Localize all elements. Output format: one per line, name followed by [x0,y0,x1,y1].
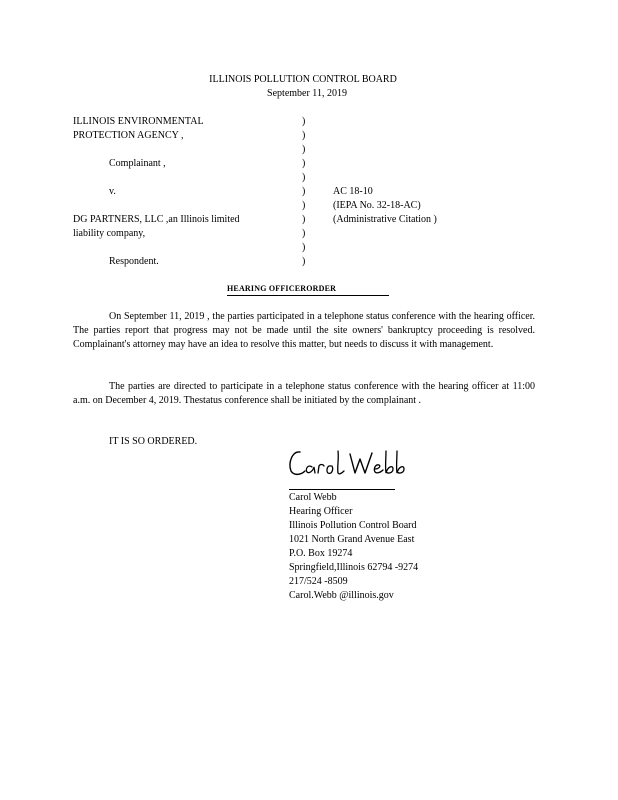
signer-title: Hearing Officer [289,506,353,517]
respondent-role: Respondent. [109,256,159,267]
signer-organization: Illinois Pollution Control Board [289,520,417,531]
caption-paren: ) [302,242,306,253]
iepa-number: (IEPA No. 32-18-AC) [333,200,421,211]
caption-paren: ) [302,228,306,239]
complainant-name-line2: PROTECTION AGENCY , [73,130,184,141]
caption-paren: ) [302,256,306,267]
caption-paren: ) [302,172,306,183]
order-date: September 11, 2019 [267,88,347,99]
paragraph-directive: The parties are directed to participate in a telephone status conference with the hearing officer at 11:00 a.m. on December 4, 2019. Thestatus conference shall be initiated by the complainant . [73,381,535,406]
signer-email-link[interactable]: Carol.Webb @illinois.gov [289,590,394,601]
signature-line [289,489,395,490]
case-type: (Administrative Citation ) [333,214,437,225]
caption-paren: ) [302,130,306,141]
agency-title: ILLINOIS POLLUTION CONTROL BOARD [209,74,397,85]
caption-paren: ) [302,158,306,169]
case-number: AC 18-10 [333,186,373,197]
versus-label: v. [109,186,116,197]
handwritten-signature [286,445,416,481]
order-title: HEARING OFFICERORDER [227,283,389,296]
complainant-name-line1: ILLINOIS ENVIRONMENTAL [73,116,204,127]
respondent-name-line1: DG PARTNERS, LLC ,an Illinois limited [73,214,240,225]
caption-paren: ) [302,116,306,127]
caption-paren: ) [302,144,306,155]
paragraph-ordered: IT IS SO ORDERED. [109,436,198,447]
signer-street: 1021 North Grand Avenue East [289,534,415,545]
caption-paren: ) [302,186,306,197]
complainant-role: Complainant , [109,158,166,169]
signer-phone: 217/524 -8509 [289,576,348,587]
caption-paren: ) [302,200,306,211]
caption-paren: ) [302,214,306,225]
respondent-name-line2: liability company, [73,228,146,239]
caption-divider [302,115,312,269]
signer-po-box: P.O. Box 19274 [289,548,353,559]
signature-block [289,491,418,603]
signer-city: Springfield,Illinois 62794 -9274 [289,562,419,573]
signer-name: Carol Webb [289,492,337,503]
paragraph-status: On September 11, 2019 , the parties participated in a telephone status conference with the hearing officer. The parties report that progress may not be made until the site owners' bankruptcy proceeding is resolved. Complainant's attorney may have an idea to resolve this matter, but needs to discuss it with management. [73,311,535,350]
